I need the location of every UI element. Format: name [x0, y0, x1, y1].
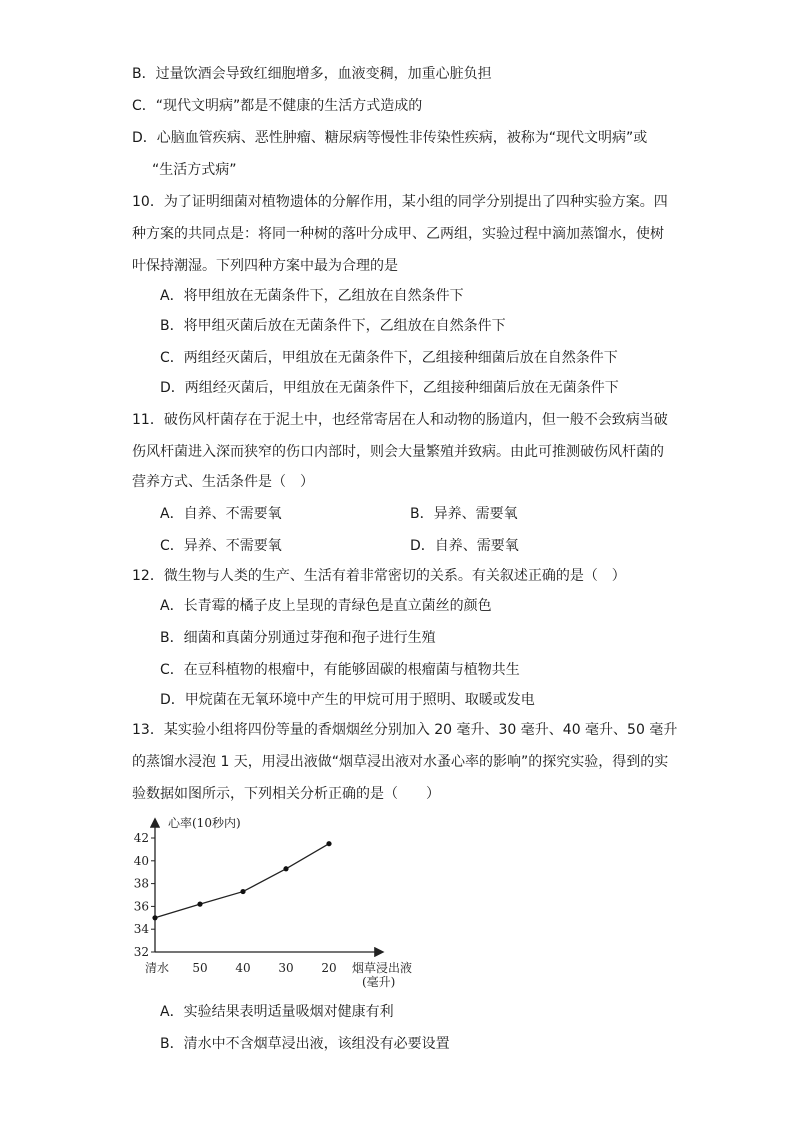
q11-option-c: C．异养、不需要氧: [160, 538, 282, 554]
x-tick-label: 20: [321, 961, 337, 975]
y-tick-label: 36: [133, 899, 149, 914]
q11-stem-line2: 伤风杆菌进入深而狭窄的伤口内部时，则会大量繁殖并致病。由此可推测破伤风杆菌的: [132, 444, 664, 460]
x-tick-label: 40: [235, 961, 251, 975]
data-point: [283, 866, 288, 871]
q11-option-d: D．自养、需要氧: [410, 538, 519, 554]
q11-stem-line1: 11．破伤风杆菌存在于泥土中，也经常寄居在人和动物的肠道内，但一般不会致病当破: [132, 412, 668, 428]
q11-stem-line3: 营养方式、生活条件是（ ）: [132, 474, 314, 490]
q9-option-b: B．过量饮酒会导致红细胞增多，血液变稠，加重心脏负担: [132, 66, 492, 82]
heart-rate-chart: [120, 810, 460, 1000]
q10-option-a: A．将甲组放在无菌条件下，乙组放在自然条件下: [160, 288, 464, 304]
q13-stem-line3: 验数据如图所示，下列相关分析正确的是（ ）: [132, 786, 440, 802]
q9-option-d-line1: D．心脑血管疾病、恶性肿瘤、糖尿病等慢性非传染性疾病，被称为“现代文明病”或: [132, 130, 648, 146]
q13-stem-line2: 的蒸馏水浸泡 1 天，用浸出液做“烟草浸出液对水蚤心率的影响”的探究实验，得到的实: [132, 754, 669, 770]
x-tick-label: 清水: [144, 961, 170, 975]
y-axis-label: 心率(10秒内): [168, 816, 241, 830]
q9-option-c: C．“现代文明病”都是不健康的生活方式造成的: [132, 98, 423, 114]
q11-option-b: B．异养、需要氧: [410, 506, 518, 522]
data-point: [152, 915, 157, 920]
data-point: [197, 902, 202, 907]
y-tick-label: 40: [133, 853, 149, 868]
x-axis-label: 烟草浸出液: [352, 961, 413, 975]
q12-option-b: B．细菌和真菌分别通过芽孢和孢子进行生殖: [160, 630, 436, 646]
y-tick-label: 42: [133, 831, 149, 845]
x-tick-label: 50: [192, 961, 208, 975]
q10-stem-line2: 种方案的共同点是：将同一种树的落叶分成甲、乙两组，实验过程中滴加蒸馏水，使树: [132, 226, 664, 242]
q12-stem: 12．微生物与人类的生产、生活有着非常密切的关系。有关叙述正确的是（ ）: [132, 568, 626, 584]
y-tick-label: 38: [133, 876, 149, 891]
q10-option-d: D．两组经灭菌后，甲组放在无菌条件下，乙组接种细菌后放在无菌条件下: [160, 380, 619, 396]
data-point: [326, 841, 331, 846]
q9-option-d-line2: “生活方式病”: [152, 162, 237, 178]
q13-stem-line1: 13．某实验小组将四份等量的香烟烟丝分别加入 20 毫升、30 毫升、40 毫升、50 毫升: [132, 722, 678, 738]
data-point: [240, 889, 245, 894]
q12-option-c: C．在豆科植物的根瘤中，有能够固碳的根瘤菌与植物共生: [160, 662, 520, 678]
q13-option-a: A．实验结果表明适量吸烟对健康有利: [160, 1004, 394, 1020]
q10-option-c: C．两组经灭菌后，甲组放在无菌条件下，乙组接种细菌后放在自然条件下: [160, 350, 618, 366]
x-axis-unit: (毫升): [362, 975, 396, 989]
q10-stem-line1: 10．为了证明细菌对植物遗体的分解作用，某小组的同学分别提出了四种实验方案。四: [132, 194, 668, 210]
y-tick-label: 32: [133, 945, 149, 959]
q11-option-a: A．自养、不需要氧: [160, 506, 282, 522]
q12-option-a: A．长青霉的橘子皮上呈现的青绿色是直立菌丝的颜色: [160, 598, 492, 614]
q10-option-b: B．将甲组灭菌后放在无菌条件下，乙组放在自然条件下: [160, 318, 506, 334]
series-line: [155, 844, 329, 918]
q12-option-d: D．甲烷菌在无氧环境中产生的甲烷可用于照明、取暖或发电: [160, 692, 535, 708]
y-tick-label: 34: [133, 922, 149, 937]
q13-option-b: B．清水中不含烟草浸出液，该组没有必要设置: [160, 1036, 450, 1052]
x-tick-label: 30: [278, 961, 294, 975]
q10-stem-line3: 叶保持潮湿。下列四种方案中最为合理的是: [132, 258, 398, 274]
